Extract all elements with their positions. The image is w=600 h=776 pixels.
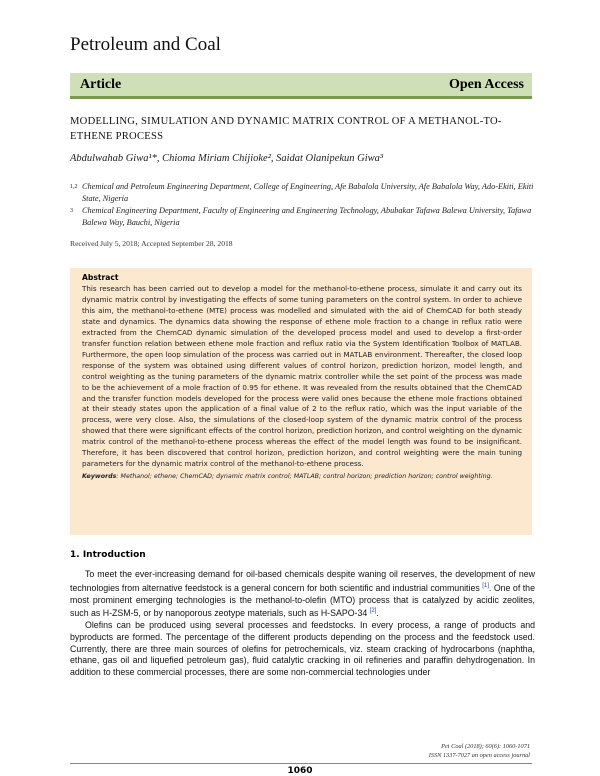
affiliation-1 [70,181,540,204]
section-heading-introduction: 1. Introduction [70,550,146,560]
affiliation-number: 1,2 [70,184,78,190]
paragraph: Olefins can be produced using several processes and feedstocks. In every process, a range of products and byproducts are formed. The percentage of the different products depending on the process and the feedstock used. Currently, there are three main sources of olefins for petrochemicals, viz. steam cracking of hydrocarbons (naphtha, ethane, gas oil and liquefied petroleum gas), fluid catalytic cracking in oil refineries and paraffin dehydrogenation. In addition to these commercial processes, there are some non-commercial technologies under [70,620,535,678]
affiliation-text: Chemical and Petroleum Engineering Department, College of Engineering, Afe Babalola University, Afe Babalola Way, Ado-Ekiti, Ekiti State, Nigeria [82,182,534,203]
article-label: Article [80,76,122,92]
reference-link[interactable]: [1] [482,582,489,589]
author-list: Abdulwahab Giwa¹*, Chioma Miriam Chijioke², Saidat Olanipekun Giwa³ [70,153,384,164]
paragraph: To meet the ever-increasing demand for oil-based chemicals despite waning oil reserves, the development of new technologies from alternative feedstock is a general concern for both scientific and industrial communities [1]. One of the most prominent emerging technologies is the methanol-to-olefin (MTO) process that is catalyzed by acidic zeolites, such as H-ZSM-5, or by nanoporous zeotype materials, such as H-SAPO-34 [2]. [70,569,535,619]
journal-title: Petroleum and Coal [70,34,221,55]
abstract-heading: Abstract [82,273,119,282]
abstract-box [70,268,532,535]
article-type-bar [70,73,532,99]
affiliation-text: Chemical Engineering Department, Faculty of Engineering and Engineering Technology, Abubakar Tafawa Balewa University, Tafawa Balewa Way, Bauchi, Nigeria [82,206,532,227]
keywords-list: : Methanol; ethene; ChemCAD; dynamic matrix control; MATLAB; control horizon; prediction horizon; control weighting. [116,473,493,481]
citation-line: Pet Coal (2018); 60(6): 1060-1071 [441,743,530,750]
issn-line: ISSN 1337-7027 an open access journal [428,751,530,759]
received-dates: Received July 5, 2018; Accepted September 28, 2018 [70,239,233,248]
reference-link[interactable]: [2] [369,608,377,615]
open-access-label: Open Access [448,76,524,92]
introduction-body [70,569,535,679]
page-number: 1060 [287,766,313,776]
abstract-text: This research has been carried out to develop a model for the methanol-to-ethene process, simulate it and carry out its dynamic matrix control by investigating the effects of some tuning parameters on the control system. In order to achieve this aim, the methanol-to-ethene (MTE) process was modelled and simulated with the aid of ChemCAD for both steady state and dynamics. The dynamics data showing the response of ethene mole fraction to a change in reflux ratio were extracted from the ChemCAD dynamic simulation of the developed process model and used to develop a first-order transfer function relation between ethene mole fraction and reflux ratio via the System Identification Toolbox of MATLAB. Furthermore, the open loop simulation of the process was carried out in MATLAB environment. Thereafter, the closed loop response of the system was obtained using different values of control horizon, prediction horizon, model length, and control weighting as the tuning parameters of the dynamic matrix controller while the set point of the process was made to be the achievement of a mole fraction of 0.95 for ethene. It was revealed from the results obtained that the ChemCAD and the transfer function models developed for the process were valid ones because the ethene mole fractions obtained at their steady states upon the application of a final value of 2 to the reflux ratio, which was the input variable of the process, were very close. Also, the simulations of the closed-loop system of the dynamic matrix control of the process showed that there were significant effects of the control horizon, prediction horizon, and control weighting on the dynamic matrix control of the methanol-to-ethene process whereas the effect of the model length was found to be insignificant. Therefore, it has been discovered that control horizon, prediction horizon, and control weighting were the main tuning parameters for the dynamic matrix control of the methanol-to-ethene process. [82,284,522,469]
keywords [82,472,522,481]
affiliation-number: 3 [70,208,73,214]
footer-divider [70,763,532,764]
keywords-label: Keywords [82,473,117,481]
footer-citation [429,743,530,760]
affiliation-2 [70,205,540,228]
paper-title: MODELLING, SIMULATION AND DYNAMIC MATRIX CONTROL OF A METHANOL-TO-ETHENE PROCESS [70,116,502,142]
